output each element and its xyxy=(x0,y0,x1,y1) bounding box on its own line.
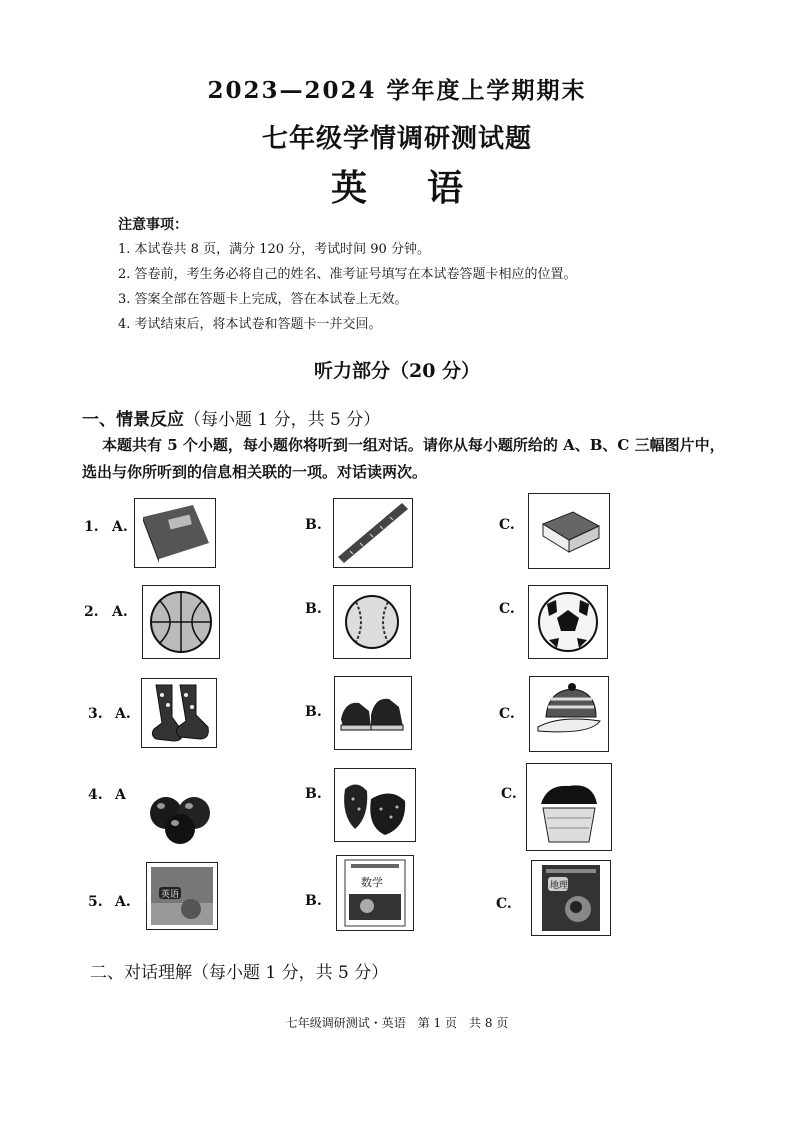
option-label: B. xyxy=(305,893,322,909)
english-book-icon[interactable] xyxy=(146,862,218,930)
option-label: A. xyxy=(112,519,128,535)
option-label: B. xyxy=(305,704,322,720)
part1-title: 一、情景反应 xyxy=(82,410,184,430)
exam-grade-title: 七年级学情调研测试题 xyxy=(261,124,532,154)
part2-score: （每小题 1 分，共 5 分） xyxy=(192,963,389,983)
apples-icon[interactable] xyxy=(143,772,219,846)
part2-title: 二、对话理解 xyxy=(90,963,192,983)
book-icon[interactable] xyxy=(134,498,216,568)
subject-title: 英语 xyxy=(330,167,523,209)
option-label: B. xyxy=(305,517,322,533)
question-number: 3. xyxy=(88,706,103,722)
geography-book-cover-text: 地理 xyxy=(550,881,569,891)
part2-heading xyxy=(90,958,388,983)
shoes-icon[interactable] xyxy=(334,676,412,750)
option-label: C. xyxy=(501,786,517,802)
option-label: C. xyxy=(499,706,515,722)
socks-icon[interactable] xyxy=(141,678,217,748)
ruler-icon[interactable] xyxy=(333,498,413,568)
strawberries-icon[interactable] xyxy=(334,768,416,842)
note-item: 4. 考试结束后，将本试卷和答题卡一并交回。 xyxy=(118,317,382,332)
eraser-icon[interactable] xyxy=(528,493,610,569)
option-label: C. xyxy=(499,601,515,617)
option-label: A xyxy=(115,787,126,803)
part1-heading xyxy=(82,405,380,430)
note-item: 1. 本试卷共 8 页，满分 120 分，考试时间 90 分钟。 xyxy=(118,242,430,257)
option-label: A. xyxy=(115,706,131,722)
option-label: C. xyxy=(496,896,512,912)
notes-heading: 注意事项： xyxy=(118,217,188,233)
question-number: 4. xyxy=(88,787,103,803)
question-number: 1. xyxy=(84,519,99,535)
basketball-icon[interactable] xyxy=(142,585,220,659)
ice-cream-icon[interactable] xyxy=(526,763,612,851)
part1-instructions: 本题共有 5 个小题，每小题你将听到一组对话。请你从每小题所给的 A、B、C 三幅图片中，选出与你所听到的信息相关联的一项。对话读两次。 xyxy=(82,436,725,481)
option-label: A. xyxy=(115,894,131,910)
page-footer: 七年级调研测试・英语 第 1 页 共 8 页 xyxy=(285,1016,509,1030)
english-book-cover-text: 英语 xyxy=(161,890,180,900)
question-number: 2. xyxy=(84,604,99,620)
option-label: A. xyxy=(112,604,128,620)
option-label: C. xyxy=(499,517,515,533)
math-book-icon[interactable] xyxy=(336,855,414,931)
exam-year-title: 2023—2024 学年度上学期期末 xyxy=(207,77,587,104)
note-item: 3. 答案全部在答题卡上完成，答在本试卷上无效。 xyxy=(118,292,408,307)
soccer-ball-icon[interactable] xyxy=(528,585,608,659)
math-book-cover-text: 数学 xyxy=(361,876,383,889)
part1-score: （每小题 1 分，共 5 分） xyxy=(184,410,381,430)
baseball-icon[interactable] xyxy=(333,585,411,659)
note-item: 2. 答卷前，考生务必将自己的姓名、准考证号填写在本试卷答题卡相应的位置。 xyxy=(118,267,577,282)
question-number: 5. xyxy=(88,894,103,910)
cap-icon[interactable] xyxy=(529,676,609,752)
option-label: B. xyxy=(305,601,322,617)
geography-book-icon[interactable] xyxy=(531,860,611,936)
option-label: B. xyxy=(305,786,322,802)
listening-section-title: 听力部分（20 分） xyxy=(313,360,481,382)
